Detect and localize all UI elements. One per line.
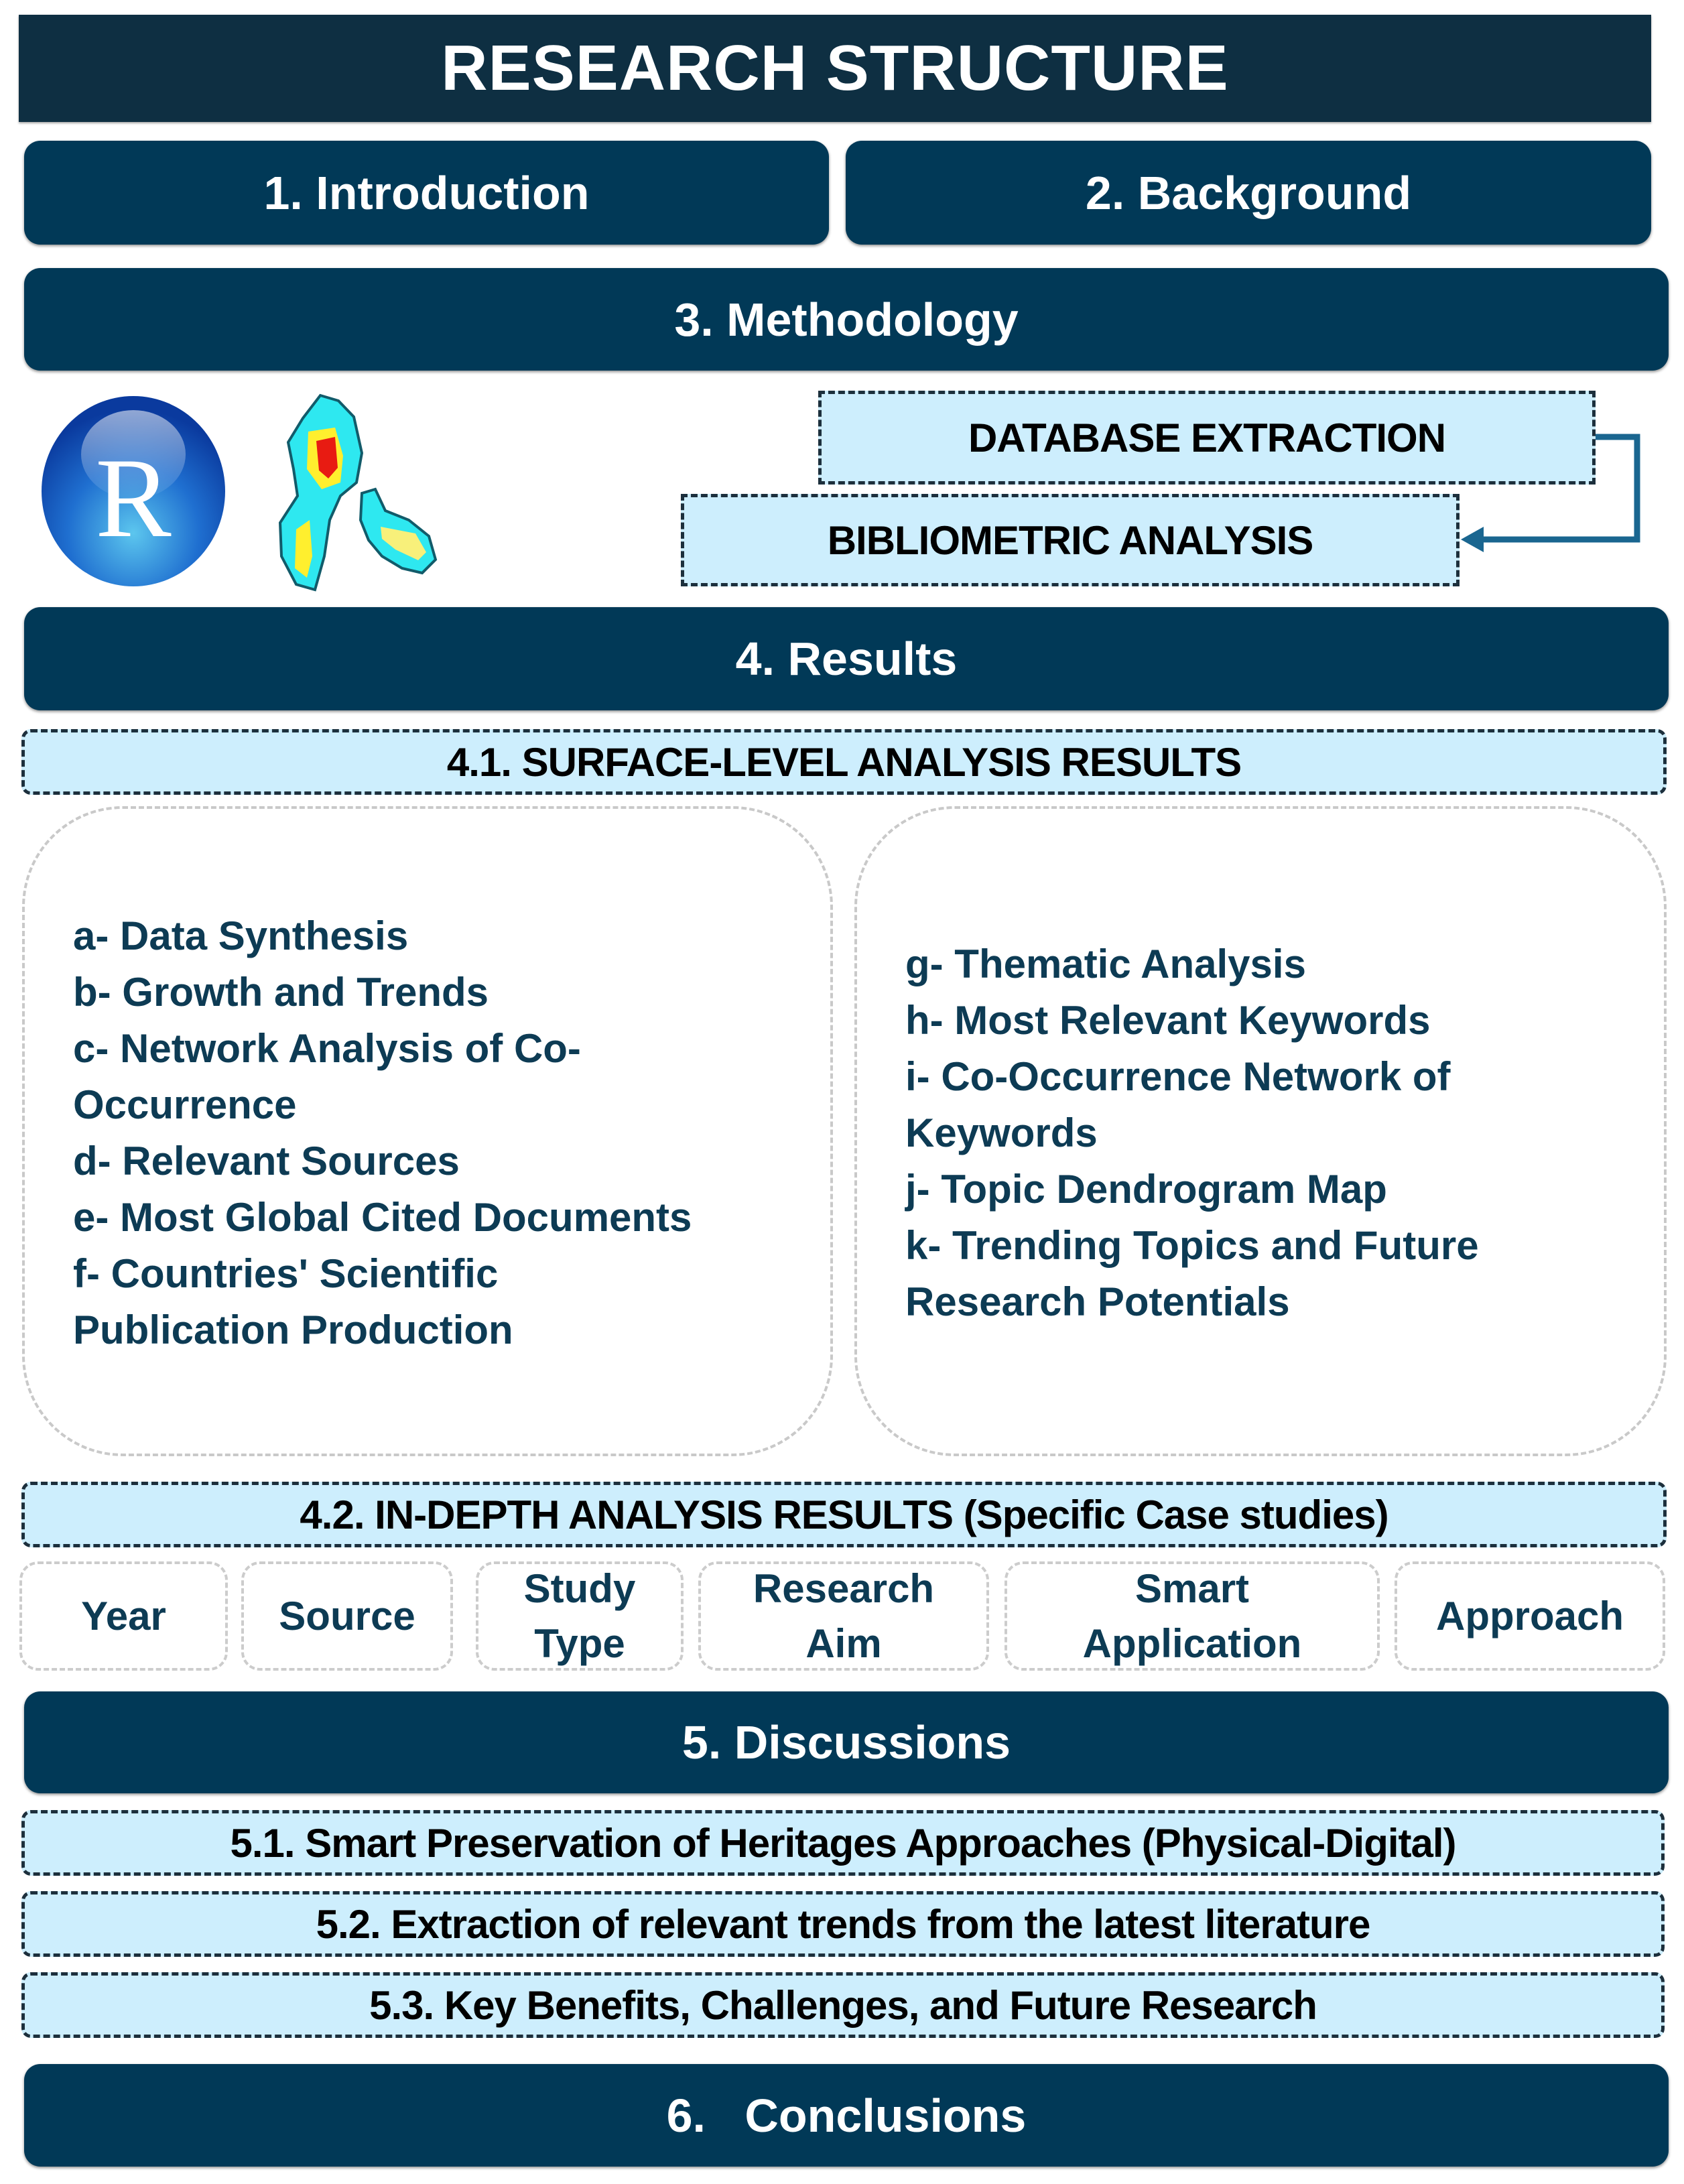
section-results-label: 4. Results	[735, 633, 958, 685]
column-approach	[1395, 1561, 1665, 1671]
discussion-item-label: 5.3. Key Benefits, Challenges, and Future Research	[369, 1982, 1317, 2028]
column-label-line2: Aim	[805, 1620, 882, 1666]
column-label-line2: Type	[534, 1620, 625, 1666]
discussion-item-label: 5.1. Smart Preservation of Heritages Approaches (Physical-Digital)	[230, 1820, 1456, 1866]
bibliometric-analysis-label: BIBLIOMETRIC ANALYSIS	[827, 517, 1313, 563]
column-label: Approach	[1435, 1593, 1624, 1639]
surface-level-left-list	[73, 908, 692, 1358]
flow-connector-line	[1481, 437, 1637, 539]
discussion-item-5-2	[21, 1891, 1665, 1957]
surface-level-right-panel	[854, 806, 1667, 1456]
list-item: h- Most Relevant Keywords	[905, 998, 1431, 1043]
column-study-type	[476, 1561, 684, 1671]
section-methodology-label: 3. Methodology	[674, 293, 1019, 346]
discussion-item-5-3	[21, 1972, 1665, 2038]
section-background-label: 2. Background	[1085, 166, 1412, 219]
section-conclusions-label: 6. Conclusions	[666, 2089, 1027, 2142]
list-item: Keywords	[905, 1110, 1098, 1155]
section-results	[24, 607, 1669, 710]
in-depth-title: 4.2. IN-DEPTH ANALYSIS RESULTS (Specific Case studies)	[300, 1492, 1388, 1537]
in-depth-header	[21, 1482, 1667, 1547]
surface-level-right-list	[905, 936, 1479, 1330]
arrow-head-icon	[1461, 527, 1484, 552]
database-extraction-label: DATABASE EXTRACTION	[968, 415, 1446, 460]
column-year	[19, 1561, 228, 1671]
section-introduction-label: 1. Introduction	[263, 166, 590, 219]
list-item: Research Potentials	[905, 1279, 1290, 1324]
discussion-item-5-1	[21, 1810, 1665, 1876]
list-item: i- Co-Occurrence Network of	[905, 1054, 1451, 1099]
list-item: c- Network Analysis of Co-	[73, 1026, 581, 1071]
list-item: d- Relevant Sources	[73, 1139, 460, 1183]
column-research-aim	[698, 1561, 989, 1671]
column-label-line1: Study	[523, 1565, 636, 1611]
list-item: b- Growth and Trends	[73, 970, 489, 1015]
page-title-text: RESEARCH STRUCTURE	[441, 32, 1229, 104]
column-label: Source	[279, 1593, 415, 1639]
list-item: Occurrence	[73, 1082, 297, 1127]
list-item: g- Thematic Analysis	[905, 942, 1306, 986]
column-label-line1: Research	[753, 1565, 935, 1611]
list-item: a- Data Synthesis	[73, 913, 409, 958]
column-label-line2: Application	[1082, 1620, 1302, 1666]
discussion-item-label: 5.2. Extraction of relevant trends from the latest literature	[316, 1901, 1370, 1947]
column-source	[241, 1561, 453, 1671]
list-item: j- Topic Dendrogram Map	[905, 1167, 1387, 1212]
column-smart-application	[1005, 1561, 1380, 1671]
column-label: Year	[81, 1593, 166, 1639]
list-item: e- Most Global Cited Documents	[73, 1195, 692, 1240]
r-logo-letter: R	[95, 435, 172, 561]
section-discussions	[24, 1691, 1669, 1793]
list-item: f- Countries' Scientific	[73, 1251, 499, 1296]
surface-level-left-panel	[22, 806, 833, 1456]
column-label-line1: Smart	[1135, 1565, 1250, 1611]
surface-level-header	[21, 729, 1667, 795]
section-conclusions	[24, 2064, 1669, 2167]
list-item: k- Trending Topics and Future	[905, 1223, 1479, 1268]
surface-level-title: 4.1. SURFACE-LEVEL ANALYSIS RESULTS	[446, 739, 1242, 785]
list-item: Publication Production	[73, 1307, 513, 1352]
section-discussions-label: 5. Discussions	[682, 1716, 1011, 1769]
